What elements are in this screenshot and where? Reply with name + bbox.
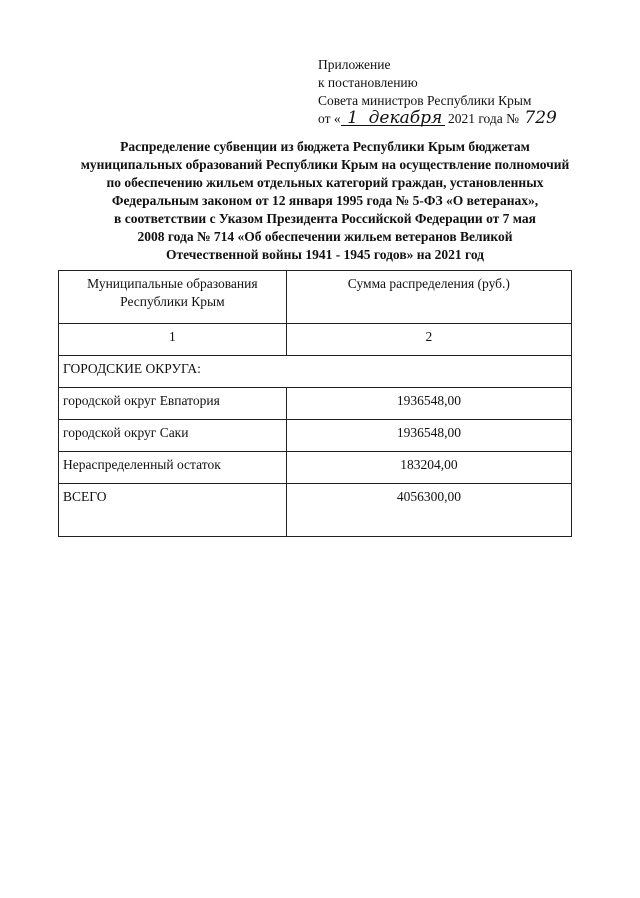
title-line: по обеспечению жильем отдельных категорий граждан, установленных xyxy=(106,175,544,190)
column-number-row xyxy=(59,324,572,356)
row-amount: 183204,00 xyxy=(286,452,571,484)
row-name: Нераспределенный остаток xyxy=(59,452,287,484)
title-line: муниципальных образований Республики Крым на осуществление полномочий xyxy=(80,157,570,172)
total-amount: 4056300,00 xyxy=(286,484,571,537)
row-amount: 1936548,00 xyxy=(286,420,571,452)
date-prefix: от « xyxy=(318,111,341,126)
appendix-line-1: Приложение xyxy=(318,57,391,72)
total-row xyxy=(59,484,572,537)
column-number-1: 1 xyxy=(59,324,287,356)
row-amount: 1936548,00 xyxy=(286,388,571,420)
section-row xyxy=(59,356,572,388)
total-label: ВСЕГО xyxy=(59,484,287,537)
distribution-table xyxy=(58,270,572,537)
title-line: 2008 года № 714 «Об обеспечении жильем ветеранов Великой xyxy=(137,229,513,244)
title-line: в соответствии с Указом Президента Российской Федерации от 7 мая xyxy=(114,211,536,226)
table-row xyxy=(59,452,572,484)
title-line: Федеральным законом от 12 января 1995 года № 5-ФЗ «О ветеранах», xyxy=(111,193,539,208)
title-line: Отечественной войны 1941 - 1945 годов» на 2021 год xyxy=(165,247,485,262)
row-name: городской округ Саки xyxy=(59,420,287,452)
handwritten-month: декабря xyxy=(365,111,445,126)
header-municipalities: Муниципальные образования Республики Крым xyxy=(59,271,287,324)
appendix-date-line xyxy=(318,110,559,128)
year-text: 2021 года № xyxy=(447,111,520,126)
section-label: ГОРОДСКИЕ ОКРУГА: xyxy=(59,356,572,388)
handwritten-number: 729 xyxy=(524,108,557,128)
document-title xyxy=(60,138,590,264)
appendix-line-3: Совета министров Республики Крым xyxy=(318,93,532,108)
header-amount: Сумма распределения (руб.) xyxy=(286,271,571,324)
row-name: городской округ Евпатория xyxy=(59,388,287,420)
column-number-2: 2 xyxy=(286,324,571,356)
appendix-block xyxy=(318,56,559,128)
appendix-line-2: к постановлению xyxy=(318,75,418,90)
table-row xyxy=(59,388,572,420)
table-header-row xyxy=(59,271,572,324)
table-row xyxy=(59,420,572,452)
title-line: Распределение субвенции из бюджета Республики Крым бюджетам xyxy=(120,139,530,154)
handwritten-day: 1 xyxy=(341,111,365,126)
